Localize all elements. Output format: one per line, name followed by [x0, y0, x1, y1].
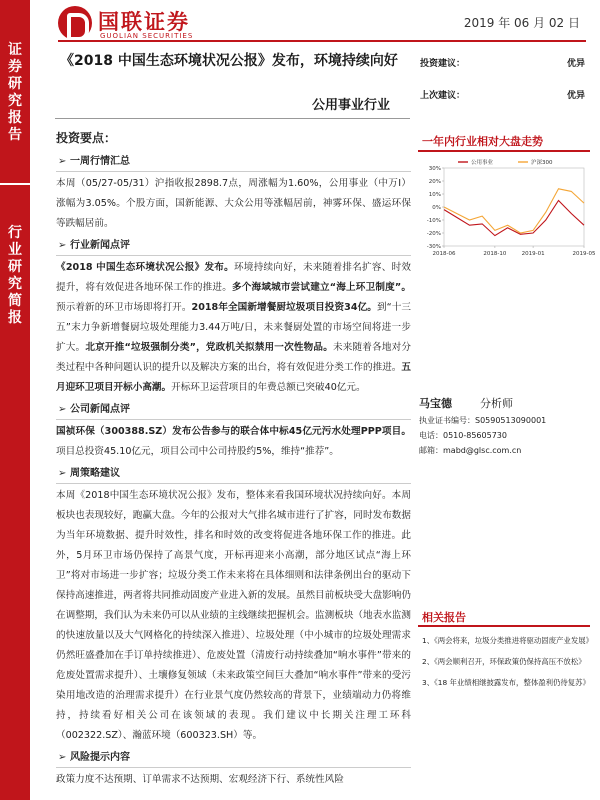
side-bar-divider — [0, 183, 30, 185]
side-bar — [0, 0, 30, 800]
section-strategy — [56, 464, 411, 746]
rating-box — [420, 56, 585, 120]
analyst-name: 马宝德 — [419, 397, 452, 410]
analyst-name-row — [419, 395, 594, 413]
rating-previous-value: 优异 — [566, 91, 585, 101]
section-paragraph: 国祯环保（300388.SZ）发布公告参与的联合体中标45亿元污水处理PPP项目。项目总投资45.10亿元，项目公司中公司持股约5%，维持“推荐”。 — [56, 426, 411, 457]
section-company-news — [56, 400, 411, 462]
section-risk — [56, 748, 411, 790]
related-reports-title: 相关报告 — [422, 611, 466, 624]
section-paragraph: 政策力度不达预期、订单需求不达预期、宏观经济下行、系统性风险 — [56, 774, 344, 785]
analyst-card — [419, 395, 594, 458]
section-heading: ➢ 一周行情汇总 — [56, 152, 411, 172]
related-reports-divider — [418, 625, 590, 627]
side-bar-bottom-label: 行业研究简报 — [8, 225, 22, 326]
arrow-right-icon: ➢ — [58, 156, 67, 167]
chart-title-divider — [418, 150, 590, 152]
arrow-right-icon: ➢ — [58, 468, 67, 479]
analyst-role: 分析师 — [480, 397, 513, 410]
analyst-email[interactable]: 邮箱：mabd@glsc.com.cn — [419, 446, 522, 455]
brand-name-en: GUOLIAN SECURITIES — [100, 32, 194, 40]
y-tick-label: -10% — [426, 218, 441, 224]
x-tick-label: 2018-10 — [483, 251, 507, 257]
side-bar-top-label: 证券研究报告 — [8, 42, 22, 143]
section-heading: ➢ 行业新闻点评 — [56, 236, 411, 256]
related-report-link[interactable]: 2、《两会顺利召开，环保政策仍保持高压不放松》 — [422, 657, 586, 666]
rating-previous — [420, 88, 585, 120]
industry-label: 公用事业行业 — [311, 98, 390, 113]
series-line-index — [444, 189, 584, 233]
title-divider — [55, 118, 410, 119]
brand-logo — [58, 6, 228, 42]
related-reports-list — [422, 630, 593, 693]
y-tick-label: -20% — [426, 231, 441, 237]
y-tick-label: 30% — [428, 166, 441, 172]
y-tick-label: 20% — [428, 179, 441, 185]
rating-current-value: 优异 — [566, 59, 585, 69]
arrow-right-icon: ➢ — [58, 752, 67, 763]
x-tick-label: 2018-06 — [432, 251, 456, 257]
legend-label: 公用事业 — [471, 160, 494, 166]
arrow-right-icon: ➢ — [58, 404, 67, 415]
analyst-phone: 电话：0510-85605730 — [419, 431, 507, 440]
chart-title: 一年内行业相对大盘走势 — [422, 135, 543, 148]
brand-logo-icon — [58, 6, 92, 40]
brand-name-cn: 国联证券 — [98, 10, 190, 34]
analyst-cert: 执业证书编号：S0590513090001 — [419, 416, 547, 425]
y-tick-label: 10% — [428, 192, 441, 198]
main-content — [56, 128, 411, 790]
section-industry-news — [56, 236, 411, 398]
performance-chart — [418, 154, 596, 262]
section-heading: ➢ 公司新闻点评 — [56, 400, 411, 420]
related-report-link[interactable]: 1、《两会将来，垃圾分类推进将驱动固废产业发展》 — [422, 636, 593, 645]
section-paragraph: 本周（05/27-05/31）沪指收报2898.7点，周涨幅为1.60%，公用事业（中万Ⅰ）涨幅为3.05%。个股方面，国新能源、大众公用等涨幅居前，神雾环保、盛运环保等跌幅居前。 — [56, 178, 411, 229]
x-tick-label: 2019-05 — [572, 251, 596, 257]
y-tick-label: -30% — [426, 244, 441, 250]
x-tick-label: 2019-01 — [521, 251, 545, 257]
section-paragraph: 本周《2018中国生态环境状况公报》发布，整体来看我国环境状况持续向好。本周板块也表现较好，跑赢大盘。今年的公报对大气排名城市进行了扩容，同时发布数据为当年环境数据、提升时效性，排名和时效的改变将促进各地环保工作的推进。此外，5月环卫市场仍保持了高景气度，开标再迎来小高潮，部分地区试点“海上环卫”将对市场进一步扩容；垃圾分类工作未来将在具体细则和法律条例出台的驱动下保持高速推进，两者将共同推动固废产业进入新的发展。虽然目前板块受大盘影响仍在调整期，我们认为未来仍可以从业绩的主线继续把握机会。监测板块（地表水监测的快速放量以及大气网格化的持续深入推进）、垃圾处理（中小城市的垃圾处理需求仍然旺盛叠加在手订单持续推进）、危废处置（清废行动持续叠加“响水事件”带来的危废处置需求提升）、土壤修复领域（未来政策空间巨大叠加“响水事件”带来的受污染用地改造的治理需求提升）在行业景气度仍然较高的背景下，业绩端动力仍将维持，持续看好相关公司在该领域的表现。我们建议中长期关注理工环科（002322.SZ）、瀚蓝环境（600323.SH）等。 — [56, 490, 411, 741]
rating-current — [420, 56, 585, 88]
related-report-link[interactable]: 3、《18 年业绩相继披露发布，整体盈利仍待复苏》 — [422, 678, 590, 687]
report-title: 《2018 中国生态环境状况公报》发布，环境持续向好 — [60, 53, 398, 69]
y-tick-label: 0% — [432, 205, 441, 211]
section-weekly-summary — [56, 152, 411, 234]
header-divider — [58, 40, 586, 42]
main-heading: 投资要点： — [56, 131, 117, 145]
section-paragraph: 《2018 中国生态环境状况公报》发布。环境持续向好，未来随着排名扩容、时效提升，将有效促进各地环保工作的推进。多个海域城市尝试建立“海上环卫制度”。预示着新的环卫市场即将打开。2018年全国新增餐厨垃圾项目投资34亿。到“十三五”末力争新增餐厨垃圾处理能力3.44万吨/日，未来餐厨处置的市场空间将进一步扩大。北京开推“垃圾强制分类”，党政机关拟禁用一次性物品。未来随着各地对分类过程中各种问题认识的提升以及解决方案的出台，将有效促进分类工作的推进。五月迎环卫项目开标小高潮。开标环卫运营项目的年费总额已突破40亿元。 — [56, 262, 412, 393]
section-heading: ➢ 周策略建议 — [56, 464, 411, 484]
report-date: 2019 年 06 月 02 日 — [463, 16, 580, 30]
section-heading: ➢ 风险提示内容 — [56, 748, 411, 768]
arrow-right-icon: ➢ — [58, 240, 67, 251]
rating-previous-label: 上次建议： — [420, 91, 466, 101]
legend-label: 沪深300 — [531, 160, 553, 166]
rating-current-label: 投资建议： — [420, 59, 466, 69]
plot-frame — [444, 168, 584, 246]
